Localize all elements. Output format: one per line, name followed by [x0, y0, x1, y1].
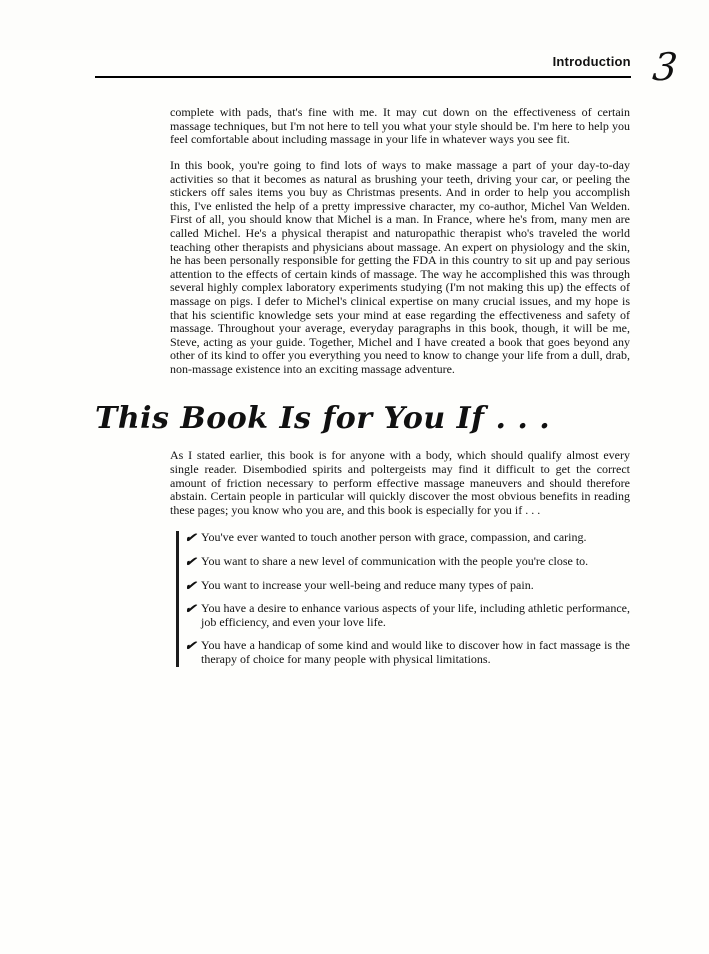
list-item [185, 579, 630, 593]
page-body [95, 105, 630, 666]
running-head [95, 45, 680, 89]
paragraph: complete with pads, that's fine with me. It may cut down on the effectiveness of certain massage techniques, but I'm not here to tell you what your style should be. I'm here to help you feel comfortable about including massage in your life in whatever ways you see fit. [170, 105, 630, 147]
book-page [0, 45, 709, 954]
list-item-text: You want to share a new level of communication with the people you're close to. [201, 554, 589, 569]
check-icon: ✔ [183, 554, 198, 570]
section-intro-paragraph: As I stated earlier, this book is for anyone with a body, which should qualify almost every single reader. Disembodied spirits and poltergeists may find it difficult to get the correct amount of friction necessary to perform effective massage maneuvers and should therefore abstain. Certain people in particular will quickly discover the most obvious benefits in reading these pages; you know who you are, and this book is especially for you if . . . [170, 448, 630, 517]
check-icon: ✔ [183, 601, 198, 617]
list-item-text: You've ever wanted to touch another person with grace, compassion, and caring. [201, 530, 587, 545]
list-item [185, 602, 630, 629]
list-item-text: You want to increase your well-being and reduce many types of pain. [201, 577, 534, 592]
check-icon: ✔ [183, 638, 198, 654]
chapter-label: Introduction [552, 54, 631, 70]
list-item [185, 555, 630, 569]
list-item-text: You have a handicap of some kind and would like to discover how in fact massage is the therapy of choice for many people with physical limitations. [201, 638, 630, 666]
page-number: 3 [650, 45, 680, 89]
list-item [185, 531, 630, 545]
list-item [185, 639, 630, 666]
check-list [176, 531, 630, 666]
section-heading: This Book Is for You If . . . [95, 401, 551, 437]
check-icon: ✔ [183, 577, 198, 593]
running-head-rule [95, 54, 631, 78]
check-icon: ✔ [183, 530, 198, 546]
paragraph: In this book, you're going to find lots of ways to make massage a part of your day-to-day activities so that it becomes as natural as brushing your teeth, driving your car, or peeling the stickers off sales items you buy as Christmas presents. And in order to help you accomplish this, I've enlisted the help of a pretty impressive character, my co-author, Michel Van Welden. First of all, you should know that Michel is a man. In France, where he's from, many men are called Michel. He's a physical therapist and naturopathic therapist who's traveled the world teaching other therapists and physicians about massage. An expert on physiology and the skin, he has been personally responsible for getting the FDA in this country to sit up and pay serious attention to the effects of certain kinds of massage. The way he accomplished this was through several highly complex laboratory experiments studying (I'm not making this up) the effects of massage on pigs. I defer to Michel's clinical expertise on many crucial issues, and my hope is that his scientific knowledge sets your mind at ease regarding the effectiveness and safety of massage. Throughout your average, everyday paragraphs in this book, though, it will be me, Steve, acting as your guide. Together, Michel and I have created a book that goes beyond any other of its kind to offer you everything you need to know to change your life from a dull, drab, non-massage existence into an exciting massage adventure. [170, 157, 630, 376]
list-item-text: You have a desire to enhance various aspects of your life, including athletic performance, job efficiency, and even your love life. [201, 601, 630, 629]
